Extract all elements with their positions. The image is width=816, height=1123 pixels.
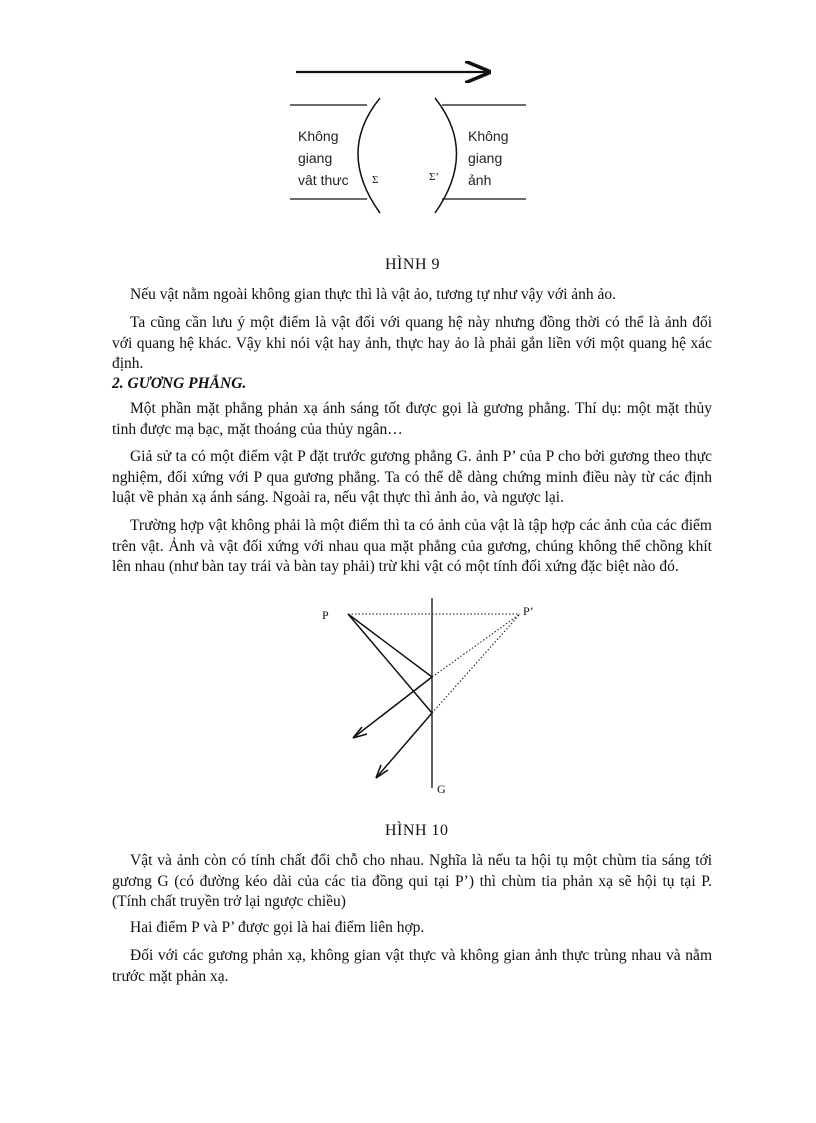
incident-ray-1 (348, 614, 432, 677)
object-space-line-2: giang (298, 150, 333, 166)
paragraph-point-image: Giả sử ta có một điểm vật P đặt trước gương phẳng G. ảnh P’ của P cho bởi gương theo thực nghiệm, đối xứng với P qua gương phẳng. Ta có thể dễ dàng chứng minh điều này từ các định luật về phản xạ ánh sáng. Ngoài ra, nếu vật thực thì ảnh ảo, và ngược lại. (112, 448, 712, 506)
paragraph-object-image-note: Ta cũng cần lưu ý một điểm là vật đối với quang hệ này nhưng đồng thời có thể là ảnh đối với quang hệ khác. Vậy khi nói vật hay ảnh, thực hay ảo là phải gắn liền với một quang hệ xác định. (112, 314, 712, 372)
figure-9 (280, 55, 540, 225)
figure-10-caption: HÌNH 10 (385, 822, 449, 839)
surface-sigma (358, 98, 380, 213)
section-heading: 2. GƯƠNG PHẲNG. (112, 375, 247, 392)
paragraph-mirror-spaces: Đối với các gương phản xạ, không gian vật thực và không gian ảnh thực trùng nhau và nằm trước mặt phản xạ. (112, 947, 712, 985)
paragraph-conjugate-property: Vật và ảnh còn có tính chất đổi chỗ cho nhau. Nghĩa là nếu ta hội tụ một chùm tia sáng tới gương G (có đường kéo dài của các tia đồng qui tại P’) thì chùm tia phản xạ sẽ hội tụ tại P. (Tính chất truyền trở lại ngược chiều) (112, 852, 712, 910)
incident-ray-2 (348, 614, 432, 713)
sigma-label: Σ (372, 174, 379, 186)
paragraph-extended-object: Trường hợp vật không phải là một điểm thì ta có ảnh của vật là tập hợp các ảnh của các điểm trên vật. Ảnh và vật đối xứng với nhau qua mặt phẳng của gương, chúng không thể chồng khít lên nhau (như bàn tay trái và bàn tay phải) trừ khi vật có một tính đối xứng đặc biệt nào đó. (112, 517, 712, 575)
figure-9-caption: HÌNH 9 (385, 256, 440, 273)
virtual-extension-2 (432, 614, 520, 713)
figure-10-drawing (315, 598, 555, 798)
image-space-line-3: ảnh (468, 172, 492, 188)
point-p-prime-label: P’ (523, 604, 534, 618)
image-space-line-1: Không (468, 128, 509, 144)
sigma-prime-label: Σ’ (429, 171, 440, 183)
image-space-line-2: giang (468, 150, 503, 166)
paragraph-virtual-object: Nếu vật nằm ngoài không gian thực thì là vật ảo, tương tự như vậy với ảnh ảo. (130, 286, 617, 303)
object-space-line-3: vât thưc (298, 172, 349, 188)
object-space-line-1: Không (298, 128, 339, 144)
mirror-g-label: G (437, 782, 446, 796)
virtual-extension-1 (432, 614, 520, 677)
image-space-label (468, 125, 508, 191)
reflected-ray-2 (376, 713, 432, 778)
surface-sigma-prime (435, 98, 457, 213)
paragraph-plane-mirror-definition: Một phần mặt phẳng phản xạ ánh sáng tốt được gọi là gương phẳng. Thí dụ: một mặt thủy tinh được mạ bạc, mặt thoáng của thủy ngân… (112, 400, 712, 438)
paragraph-conjugate-points: Hai điểm P và P’ được gọi là hai điểm liên hợp. (130, 919, 425, 936)
figure-10 (315, 598, 555, 798)
point-p-label: P (322, 608, 329, 622)
object-space-label (298, 125, 349, 191)
reflected-ray-1 (353, 677, 432, 738)
